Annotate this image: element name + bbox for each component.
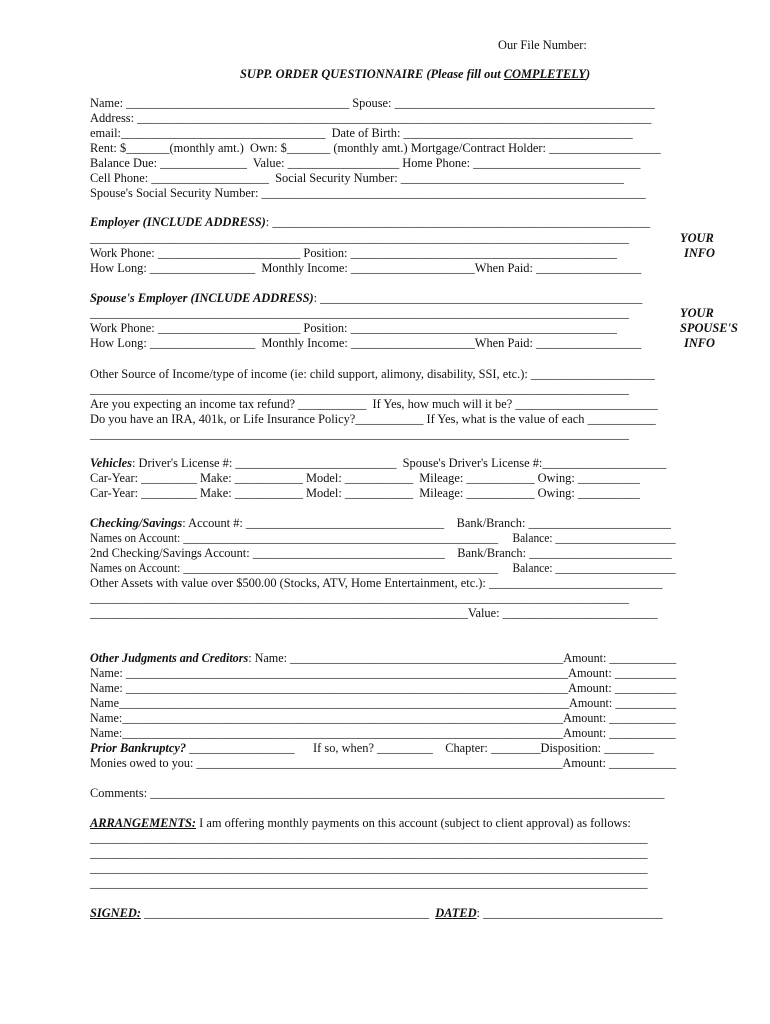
second-account-field[interactable]: 2nd Checking/Savings Account: _______________________________ Bank/Branch: _______________________ [90,546,672,560]
spouse-employer-address-field[interactable]: Spouse's Employer (INCLUDE ADDRESS): ____________________________________________________ [90,291,643,305]
cell-ssn-field[interactable]: Cell Phone: ___________________ Social Security Number: ____________________________________ [90,171,624,185]
creditor-field[interactable]: Name:_________________________________________________________________________Amount: ___________ [90,726,676,740]
arrangements-line[interactable]: __________________________________________________________________________________________ [90,846,648,860]
second-names-on-account-field[interactable]: Names on Account: _______________________________________________________ Balance: _____________________ [90,561,676,575]
spouse-employer-address-line2[interactable]: _______________________________________________________________________________________ [90,306,629,320]
names-on-account-field[interactable]: Names on Account: _______________________________________________________ Balance: _____________________ [90,531,676,545]
employer-heading: Employer (INCLUDE ADDRESS) [90,215,266,229]
tax-refund-field[interactable]: Are you expecting an income tax refund? ___________ If Yes, how much will it be? _______________________ [90,397,658,411]
employer-address-field[interactable]: Employer (INCLUDE ADDRESS): _____________________________________________________________ [90,215,651,229]
page-title: SUPP. ORDER QUESTIONNAIRE (Please fill out COMPLETELY) [240,67,591,81]
other-assets-line2[interactable]: _______________________________________________________________________________________ [90,591,629,605]
arrangements-heading: ARRANGEMENTS: [90,816,197,830]
car-2-field[interactable]: Car-Year: _________ Make: ___________ Model: ___________ Mileage: ___________ Owing: __________ [90,486,640,500]
arrangements-statement: ARRANGEMENTS: I am offering monthly payments on this account (subject to client approval) as follows: [90,816,631,830]
spouse-employer-work-phone-field[interactable]: Work Phone: _______________________ Position: ___________________________________________ [90,321,617,335]
signature-line[interactable]: ______________________________________________ [140,906,436,920]
your-info-label: YOUR INFO [680,231,715,260]
judgments-heading: Other Judgments and Creditors [90,651,249,665]
your-spouses-info-label: YOUR SPOUSE'S INFO [680,306,738,350]
comments-field[interactable]: Comments: ___________________________________________________________________________________ [90,786,665,800]
ira-401k-field[interactable]: Do you have an IRA, 401k, or Life Insurance Policy?___________ If Yes, what is the value of each ___________ [90,412,656,426]
creditor-field[interactable]: Name: ________________________________________________________________________Amount: __________ [90,666,677,680]
drivers-license-field[interactable]: Vehicles: Driver's License #: __________________________ Spouse's Driver's License #:____________________ [90,456,667,470]
signed-label: SIGNED: [90,906,141,920]
balance-value-field[interactable]: Balance Due: ______________ Value: __________________ Home Phone: ___________________________ [90,156,641,170]
vehicles-heading: Vehicles [90,456,132,470]
spouse-employer-how-long-field[interactable]: How Long: _________________ Monthly Income: ____________________When Paid: _________________ [90,336,642,350]
other-income-line2[interactable]: _______________________________________________________________________________________ [90,382,629,396]
other-income-field[interactable]: Other Source of Income/type of income (ie: child support, alimony, disability, SSI, etc.): ____________________ [90,367,655,381]
employer-how-long-field[interactable]: How Long: _________________ Monthly Income: ____________________When Paid: _________________ [90,261,642,275]
creditor-field[interactable]: Name: ________________________________________________________________________Amount: __________ [90,681,677,695]
ira-value-line[interactable]: _______________________________________________________________________________________ [90,427,629,441]
other-assets-field[interactable]: Other Assets with value over $500.00 (Stocks, ATV, Home Entertainment, etc.): ____________________________ [90,576,663,590]
date-line[interactable]: : _____________________________ [476,906,663,920]
signature-row[interactable] [90,906,663,920]
spouse-ssn-field[interactable]: Spouse's Social Security Number: ______________________________________________________________ [90,186,646,200]
employer-address-line2[interactable]: _______________________________________________________________________________________ [90,231,629,245]
judgment-creditor-field[interactable]: Other Judgments and Creditors: Name: _____________________________________________Amount: ___________ [90,651,677,665]
prior-bankruptcy-field[interactable]: Prior Bankruptcy? _________________ If so, when? _________ Chapter: ________Disposition: ________ [90,741,654,755]
title-emphasis: COMPLETELY [503,67,586,81]
spouse-employer-heading: Spouse's Employer (INCLUDE ADDRESS) [90,291,314,305]
email-dob-field[interactable]: email:_________________________________ Date of Birth: _____________________________________ [90,126,633,140]
arrangements-line[interactable]: __________________________________________________________________________________________ [90,876,648,890]
other-assets-value-field[interactable]: _____________________________________________________________Value: _________________________ [90,606,658,620]
employer-work-phone-field[interactable]: Work Phone: _______________________ Position: ___________________________________________ [90,246,617,260]
arrangements-line[interactable]: __________________________________________________________________________________________ [90,831,648,845]
name-spouse-field[interactable]: Name: ____________________________________ Spouse: __________________________________________ [90,96,655,110]
file-number-label: Our File Number: [498,38,587,52]
creditor-field[interactable]: Name__________________________________________________________________________Amount: __________ [90,696,677,710]
rent-own-field[interactable]: Rent: $_______(monthly amt.) Own: $_______ (monthly amt.) Mortgage/Contract Holder: __________________ [90,141,661,155]
address-field[interactable]: Address: ___________________________________________________________________________________ [90,111,652,125]
monies-owed-field[interactable]: Monies owed to you: ____________________________________________________________Amount: ___________ [90,756,677,770]
bankruptcy-heading: Prior Bankruptcy? [90,741,187,755]
checking-savings-heading: Checking/Savings [90,516,183,530]
dated-label: DATED [435,906,477,920]
creditor-field[interactable]: Name:_________________________________________________________________________Amount: ___________ [90,711,676,725]
arrangements-line[interactable]: __________________________________________________________________________________________ [90,861,648,875]
car-1-field[interactable]: Car-Year: _________ Make: ___________ Model: ___________ Mileage: ___________ Owing: __________ [90,471,640,485]
account-number-field[interactable]: Checking/Savings: Account #: ________________________________ Bank/Branch: _______________________ [90,516,671,530]
